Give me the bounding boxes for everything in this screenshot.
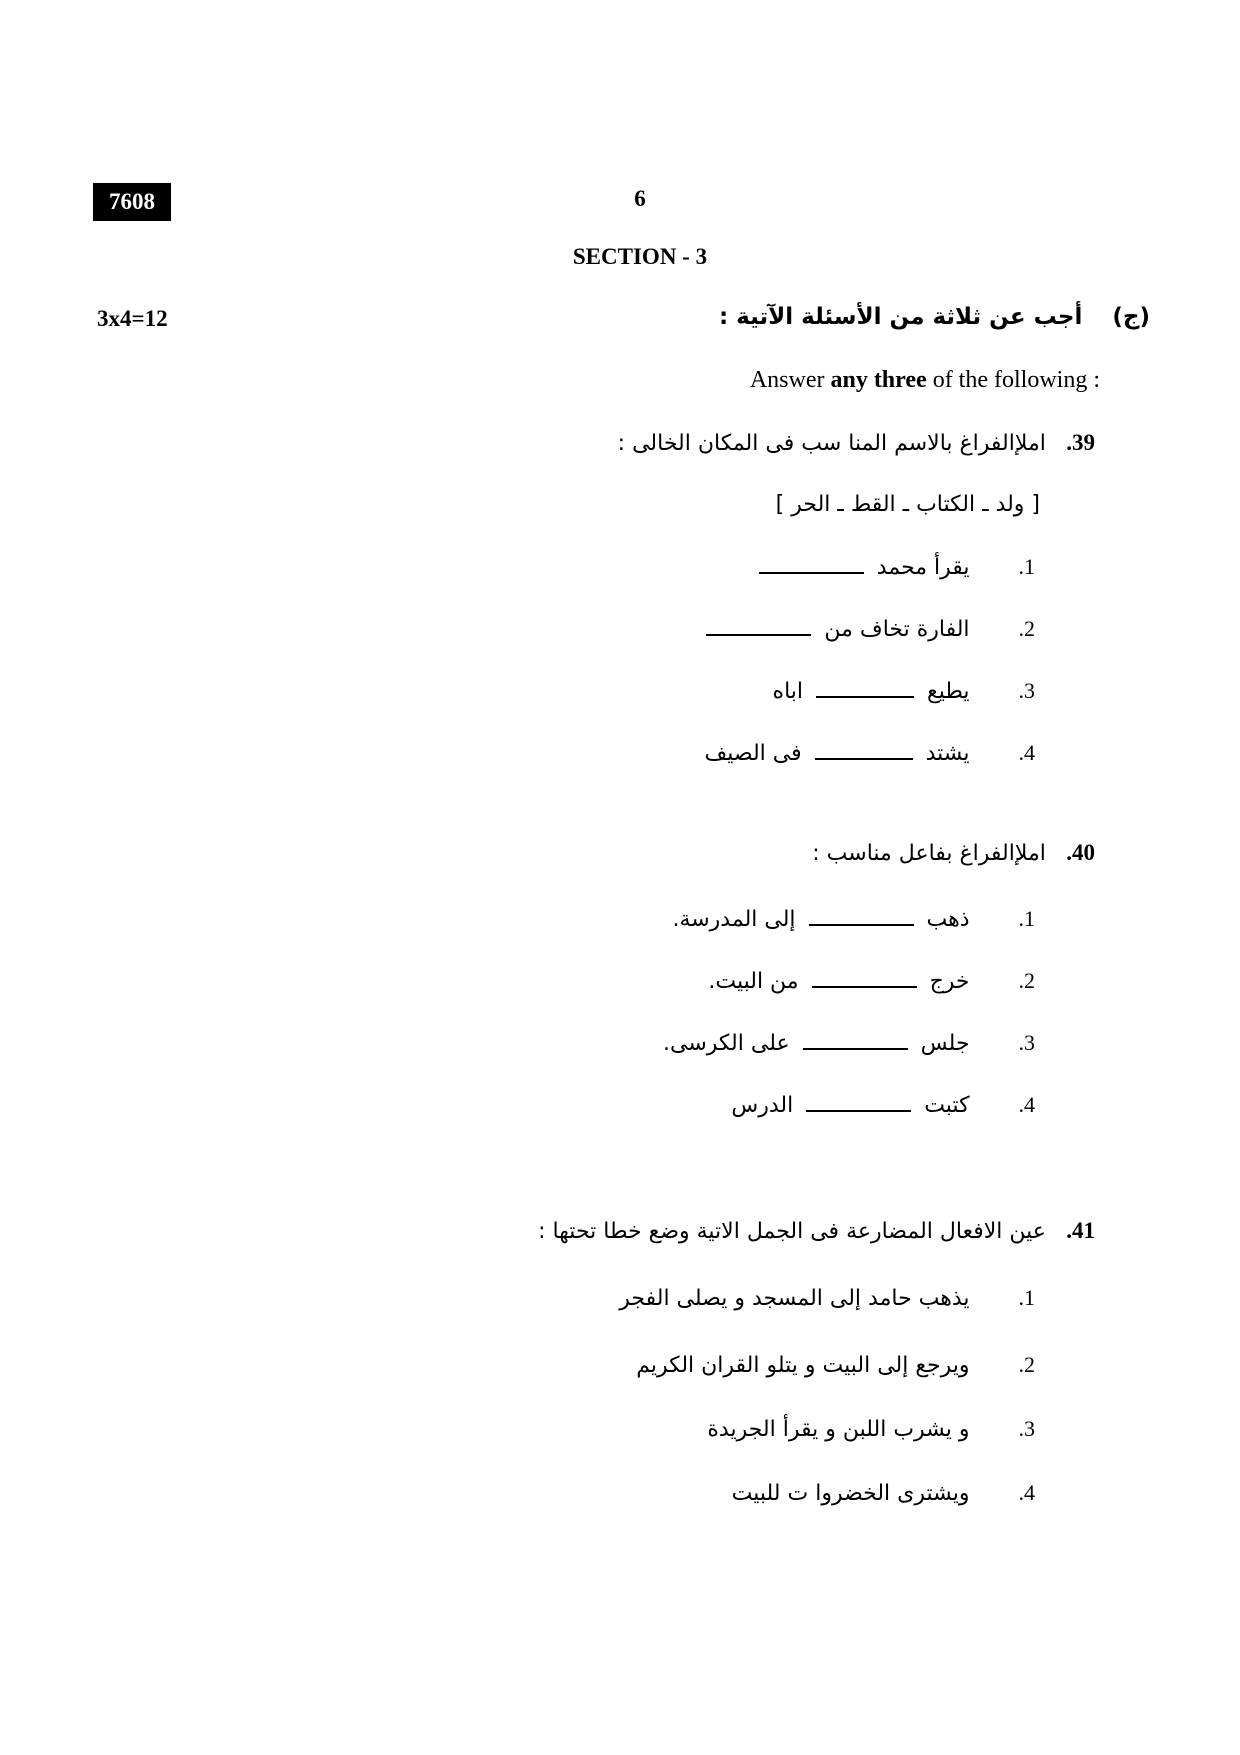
instruction-english-bold: any three xyxy=(830,367,927,393)
q40-item-4 xyxy=(731,1092,1035,1118)
instruction-tag: (ج) xyxy=(1112,304,1150,330)
item-text-after: على الكرسى. xyxy=(663,1031,790,1056)
q41-item-3 xyxy=(707,1416,1035,1442)
item-number: 3. xyxy=(1018,1416,1035,1441)
q40-item-3 xyxy=(663,1030,1035,1056)
item-text-after: فى الصيف xyxy=(704,741,802,766)
item-number: 4. xyxy=(1018,1480,1035,1505)
answer-blank xyxy=(812,985,917,988)
answer-blank xyxy=(809,923,914,926)
item-text: و يشرب اللبن و يقرأ الجريدة xyxy=(707,1417,970,1442)
question-40-number: 40. xyxy=(1066,840,1095,865)
item-number: 3. xyxy=(1018,678,1035,703)
q39-item-3 xyxy=(773,678,1035,704)
item-number: 3. xyxy=(1018,1030,1035,1055)
answer-blank xyxy=(803,1047,908,1050)
marks-allocation: 3x4=12 xyxy=(97,306,168,331)
section-title: SECTION - 3 xyxy=(572,244,708,269)
q39-item-4 xyxy=(704,740,1035,766)
item-number: 4. xyxy=(1018,740,1035,765)
item-text-after: من البيت. xyxy=(708,969,799,994)
item-number: 1. xyxy=(1018,906,1035,931)
instruction-arabic xyxy=(719,304,1150,330)
page-number: 6 xyxy=(634,186,646,211)
item-number: 2. xyxy=(1018,616,1035,641)
question-41-text: عين الافعال المضارعة فى الجمل الاتية وضع خطا تحتها : xyxy=(538,1219,1046,1244)
answer-blank xyxy=(706,633,811,636)
paper-code-badge: 7608 xyxy=(93,183,171,221)
question-40 xyxy=(812,840,1095,866)
item-number: 4. xyxy=(1018,1092,1035,1117)
instruction-english-suffix: of the following : xyxy=(926,367,1100,393)
q39-item-1 xyxy=(753,554,1035,580)
question-41-number: 41. xyxy=(1066,1218,1095,1243)
answer-blank xyxy=(806,1109,911,1112)
q41-item-2 xyxy=(636,1352,1035,1378)
item-number: 2. xyxy=(1018,968,1035,993)
answer-blank xyxy=(815,757,913,760)
q40-item-1 xyxy=(672,906,1035,932)
answer-blank xyxy=(759,571,864,574)
item-text-before: كتبت xyxy=(924,1093,970,1118)
item-text-before: الفارة تخاف من xyxy=(824,617,970,642)
item-text-before: يشتد xyxy=(925,741,970,766)
item-text-before: ذهب xyxy=(926,907,970,932)
item-text-after: إلى المدرسة. xyxy=(672,907,796,932)
question-39-options: [ ولد ـ الكتاب ـ القط ـ الحر ] xyxy=(775,492,1040,517)
item-text: ويرجع إلى البيت و يتلو القران الكريم xyxy=(636,1353,970,1378)
item-text-before: يقرأ محمد xyxy=(876,555,970,580)
q41-item-1 xyxy=(619,1285,1035,1311)
question-39-number: 39. xyxy=(1066,430,1095,455)
item-text-before: يطيع xyxy=(927,679,970,704)
item-text: ويشترى الخضروا ت للبيت xyxy=(731,1481,970,1506)
q39-item-2 xyxy=(700,616,1035,642)
item-number: 1. xyxy=(1018,554,1035,579)
question-41 xyxy=(538,1218,1095,1244)
item-text: يذهب حامد إلى المسجد و يصلى الفجر xyxy=(619,1286,970,1311)
q41-item-4 xyxy=(732,1480,1035,1506)
question-39 xyxy=(618,430,1095,456)
item-text-before: جلس xyxy=(920,1031,970,1056)
instruction-english-prefix: Answer xyxy=(749,367,831,393)
item-text-after: الدرس xyxy=(731,1093,794,1118)
q40-item-2 xyxy=(708,968,1035,994)
item-text-before: خرج xyxy=(929,969,970,994)
item-text-after: اباه xyxy=(772,679,804,704)
instruction-arabic-text: أجب عن ثلاثة من الأسئلة الآتية : xyxy=(718,304,1083,330)
item-number: 1. xyxy=(1018,1285,1035,1310)
instruction-english xyxy=(750,367,1100,394)
item-number: 2. xyxy=(1018,1352,1035,1377)
question-39-text: املإالفراغ بالاسم المنا سب فى المكان الخالى : xyxy=(617,431,1046,456)
answer-blank xyxy=(816,695,914,698)
question-40-text: املإالفراغ بفاعل مناسب : xyxy=(812,841,1046,866)
